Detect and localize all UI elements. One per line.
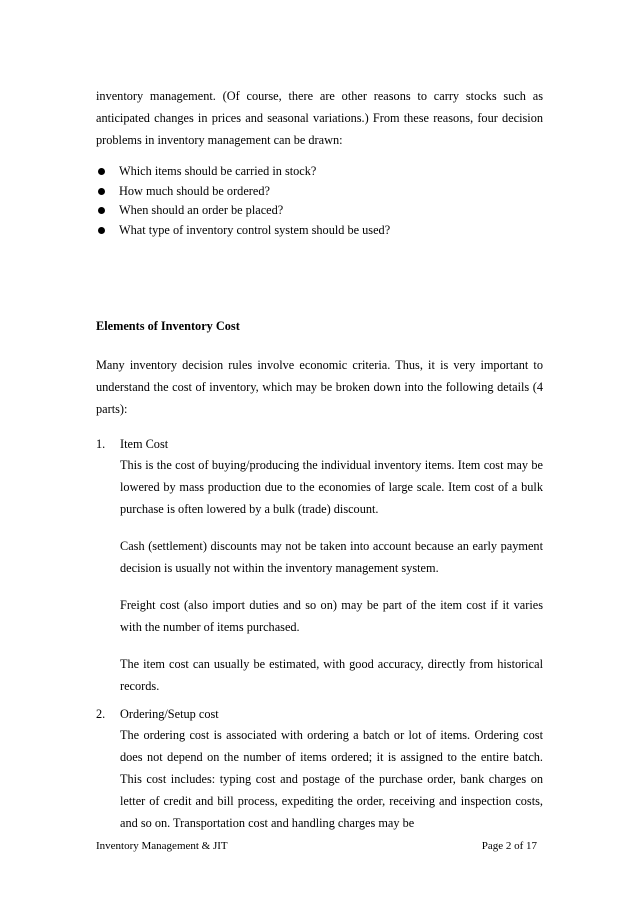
section-intro	[96, 354, 543, 420]
page-footer	[96, 840, 537, 852]
item-paragraph: Cash (settlement) discounts may not be taken into account because an early payment decision is usually not within the inventory management system.	[120, 539, 543, 575]
item-body	[120, 724, 543, 849]
page-number: Page 2 of 17	[481, 840, 537, 852]
list-item: Which items should be carried in stock?	[96, 162, 543, 182]
item-number: 2.	[96, 707, 106, 721]
item-paragraph: The item cost can usually be estimated, with good accuracy, directly from historical records.	[120, 657, 543, 693]
intro-text: inventory management. (Of course, there are other reasons to carry stocks such as anticipated changes in prices and seasonal variations.) From these reasons, four decision problems in inventory management can be drawn:	[96, 89, 543, 147]
section-intro-text: Many inventory decision rules involve economic criteria. Thus, it is very important to understand the cost of inventory, which may be broken down into the following details (4 parts):	[96, 358, 543, 416]
decision-problems-list	[96, 162, 543, 240]
item-paragraph: Freight cost (also import duties and so on) may be part of the item cost if it varies with the number of items purchased.	[120, 598, 543, 634]
item-title: Ordering/Setup cost	[120, 707, 219, 721]
list-item: What type of inventory control system should be used?	[96, 221, 543, 241]
item-body	[120, 454, 543, 712]
section-heading: Elements of Inventory Cost	[96, 319, 240, 333]
footer-title: Inventory Management & JIT	[96, 840, 228, 852]
list-item: When should an order be placed?	[96, 201, 543, 221]
item-title: Item Cost	[120, 437, 169, 451]
item-number: 1.	[96, 437, 106, 451]
item-paragraph: The ordering cost is associated with ordering a batch or lot of items. Ordering cost does not depend on the number of items ordered; it is assigned to the entire batch. This cost includes: typing cost and postage of the purchase order, bank charges on letter of credit and bill process, expediting the order, receiving and inspection costs, and so on. Transportation cost and handling charges may be	[120, 728, 543, 830]
item-paragraph: This is the cost of buying/producing the individual inventory items. Item cost may be lowered by mass production due to the economies of large scale. Item cost of a bulk purchase is often lowered by a bulk (trade) discount.	[120, 458, 543, 516]
intro-paragraph	[96, 85, 543, 151]
list-item: How much should be ordered?	[96, 182, 543, 202]
